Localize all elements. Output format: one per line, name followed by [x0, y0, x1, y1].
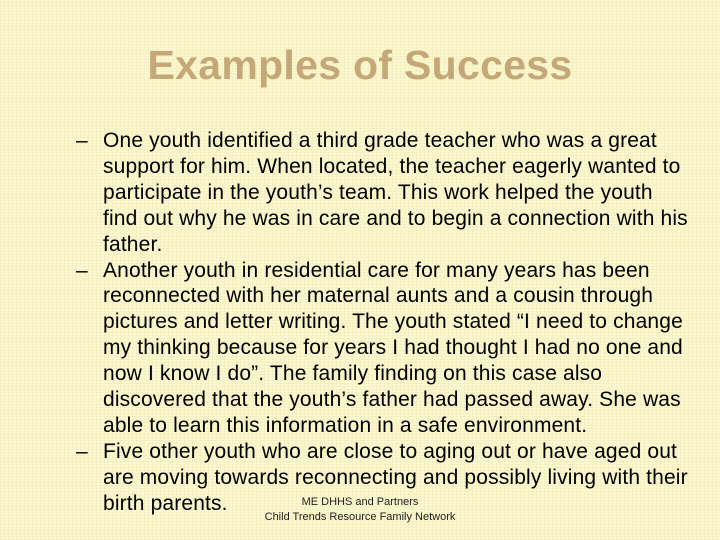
- bullet-text: Another youth in residential care for many years has been reconnected with her maternal aunts and a cousin through pictures and letter writing. The youth stated “I need to change my thinking because for years I had thought I had no one and now I know I do”. The family finding on this case also discovered that the youth’s father had passed away. She was able to learn this information in a safe environment.: [103, 258, 683, 437]
- bullet-item: [72, 258, 692, 439]
- bullet-item: [72, 128, 692, 258]
- slide-title: Examples of Success: [147, 42, 573, 88]
- bullet-text: One youth identified a third grade teacher who was a great support for him. When located, the teacher eagerly wanted to participate in the youth’s team. This work helped the youth find out why he was in care and to begin a connection with his father.: [103, 129, 688, 256]
- footer-credit: Child Trends Resource Family Network: [264, 511, 456, 523]
- bullet-list: [72, 128, 692, 517]
- bullet-dash: –: [76, 439, 88, 463]
- footer-organization: ME DHHS and Partners: [301, 496, 419, 508]
- bullet-dash: –: [76, 258, 88, 282]
- bullet-dash: –: [76, 129, 88, 152]
- bullet-text: Five other youth who are close to aging out or have aged out are moving towards reconnecting and possibly living with their birth parents.: [103, 439, 688, 515]
